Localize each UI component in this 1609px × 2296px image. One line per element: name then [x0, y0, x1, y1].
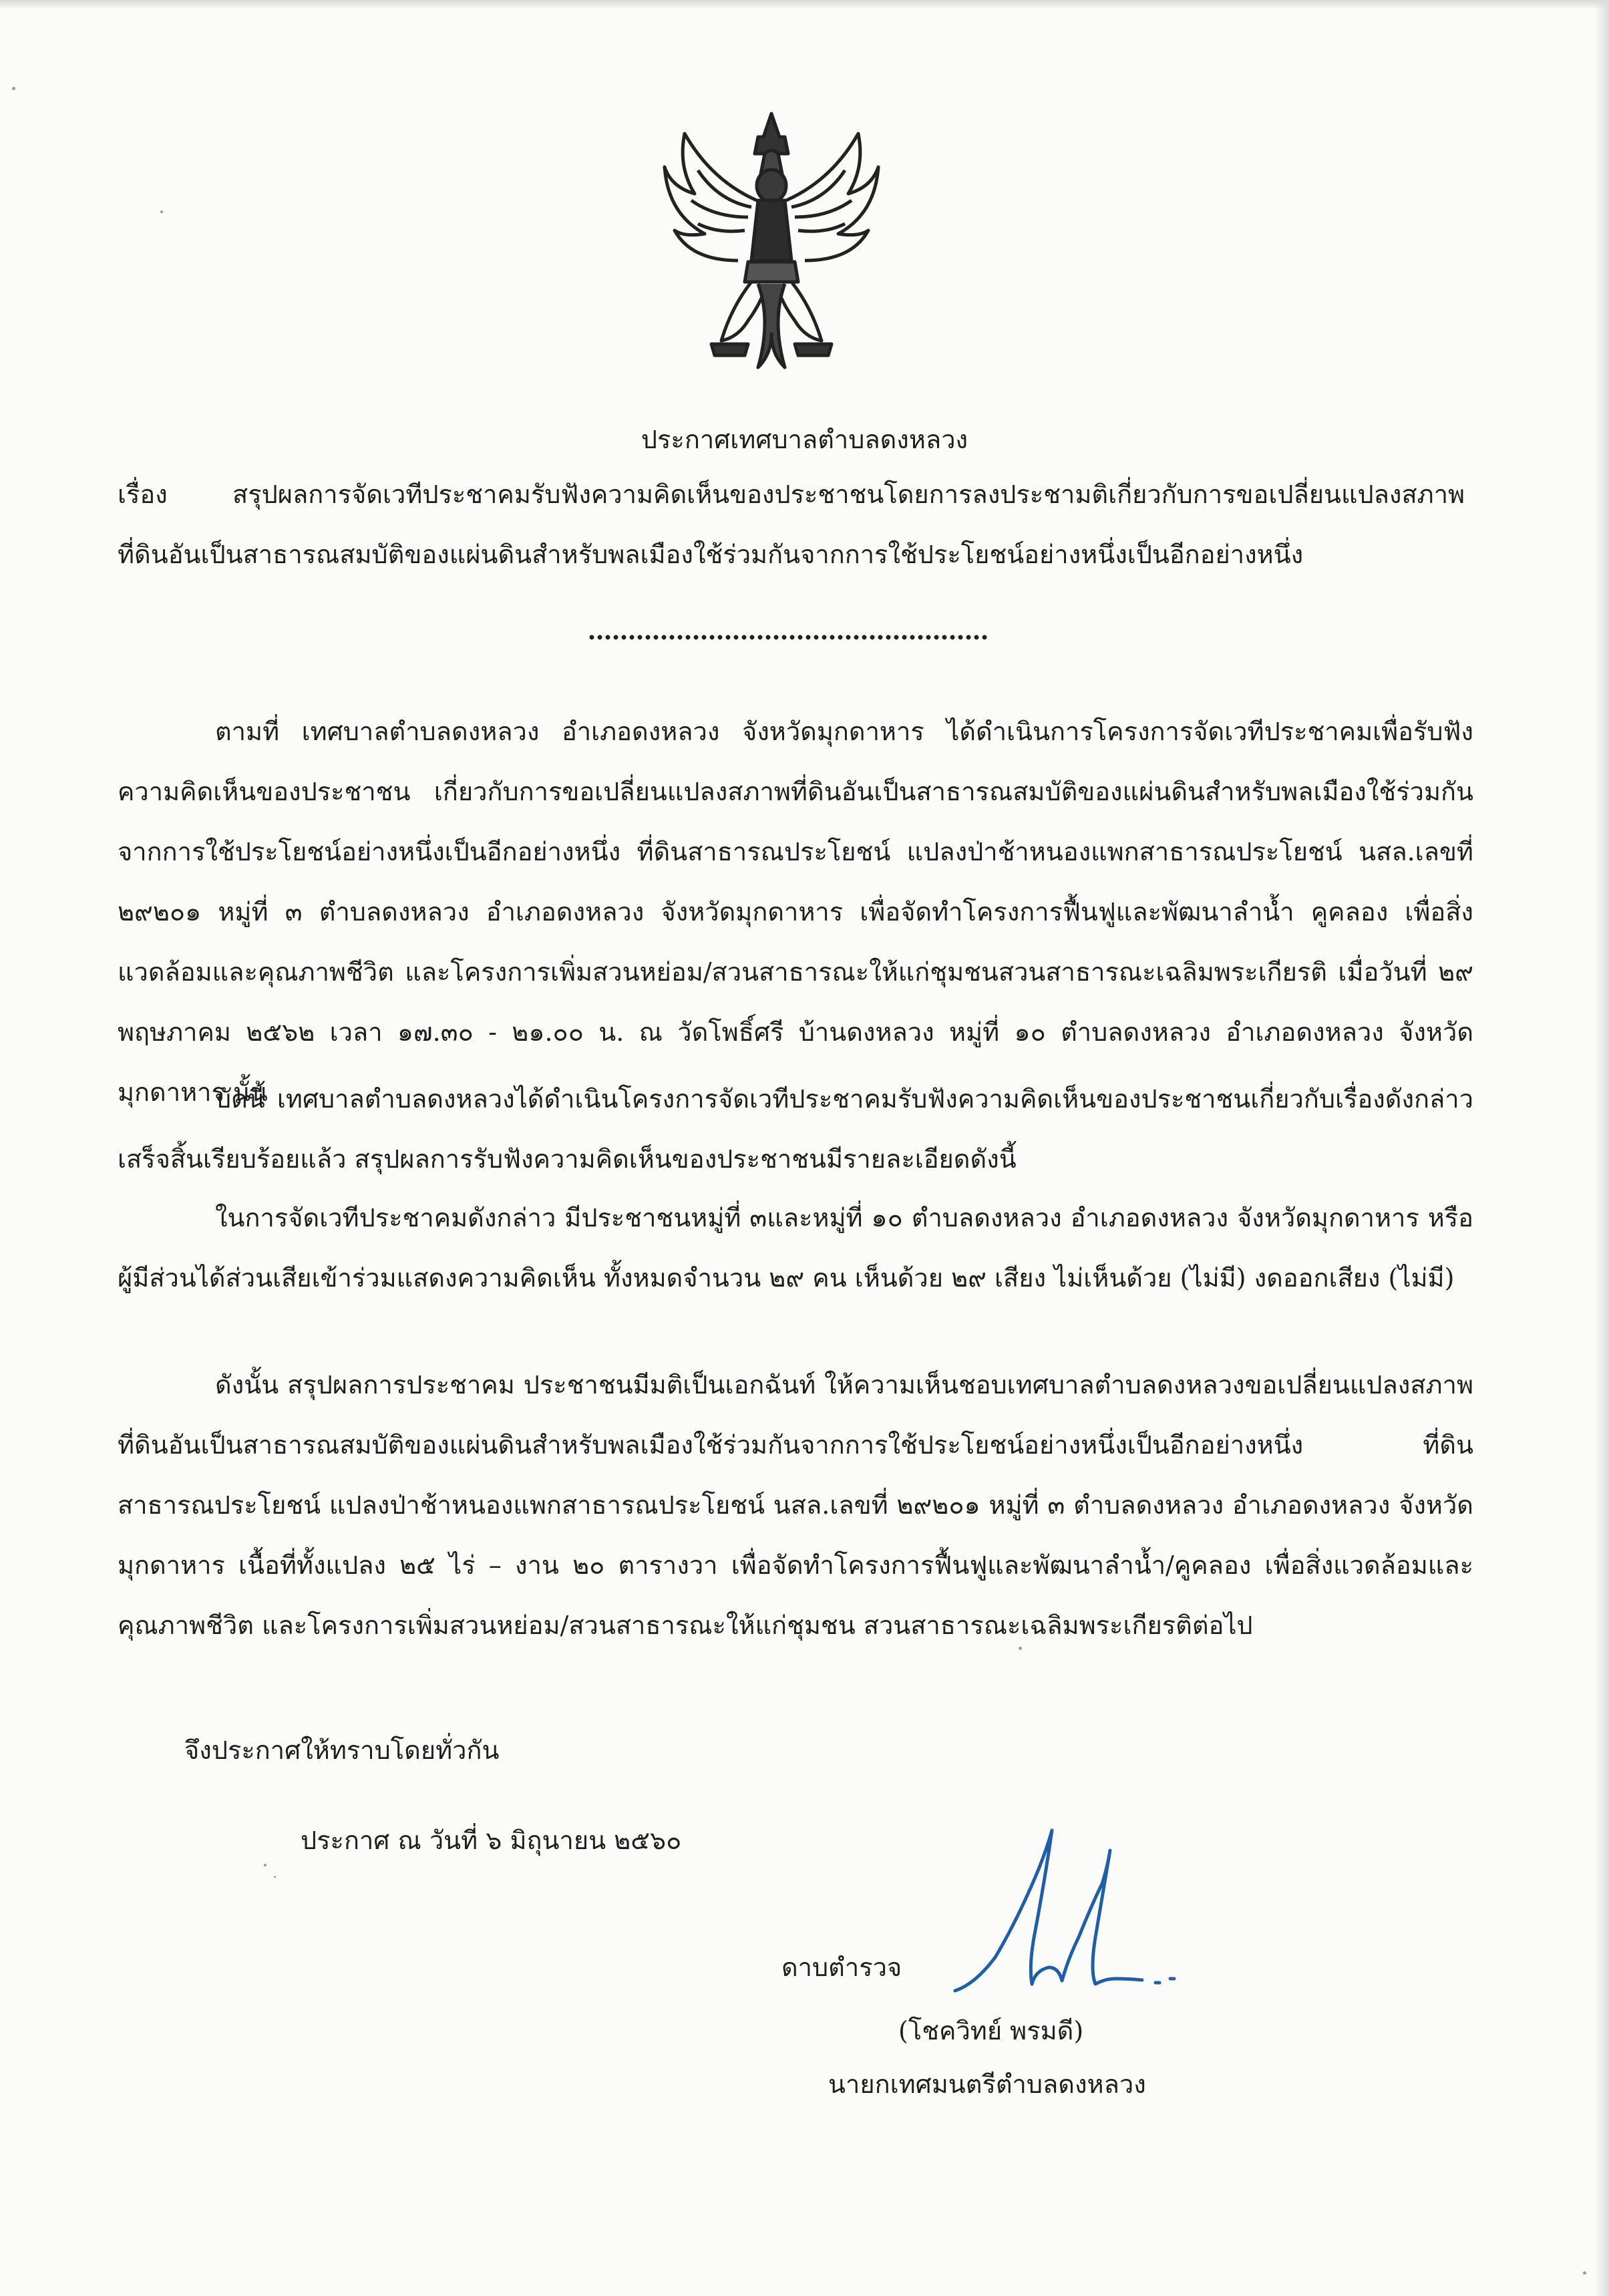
dotted-separator	[588, 635, 989, 640]
subject-text: สรุปผลการจัดเวทีประชาคมรับฟังความคิดเห็นของประชาชนโดยการลงประชามติเกี่ยวกับการขอเปลี่ยนแปลงสภาพที่ดินอันเป็นสาธารณสมบัติของแผ่นดินสำหรับพลเมืองใช้ร่วมกันจากการใช้ประโยชน์อย่างหนึ่งเป็นอีกอย่างหนึ่ง	[118, 480, 1465, 569]
scan-speck	[12, 87, 15, 90]
signatory-position: นายกเทศมนตรีตำบลดงหลวง	[828, 2070, 1146, 2099]
scan-edge-top	[0, 0, 1609, 9]
subject-block	[118, 464, 1473, 585]
announcement-date: ประกาศ ณ วันที่ ๖ มิถุนายน ๒๕๖๐	[301, 1826, 682, 1855]
closing-statement: จึงประกาศให้ทราบโดยทั่วกัน	[184, 1736, 500, 1765]
body-paragraph-1: ตามที่ เทศบาลตำบลดงหลวง อำเภอดงหลวง จังหวัดมุกดาหาร ได้ดำเนินการโครงการจัดเวทีประชาคมเพื่อรับฟังความคิดเห็นของประชาชน เกี่ยวกับการขอเปลี่ยนแปลงสภาพที่ดินอันเป็นสาธารณสมบัติของแผ่นดินสำหรับพลเมืองใช้ร่วมกันจากการใช้ประโยชน์อย่างหนึ่งเป็นอีกอย่างหนึ่ง ที่ดินสาธารณประโยชน์ แปลงป่าช้าหนองแพกสาธารณประโยชน์ นสล.เลขที่ ๒๙๒๐๑ หมู่ที่ ๓ ตำบลดงหลวง อำเภอดงหลวง จังหวัดมุกดาหาร เพื่อจัดทำโครงการฟื้นฟูและพัฒนาลำน้ำ คูคลอง เพื่อสิ่งแวดล้อมและคุณภาพชีวิต และโครงการเพิ่มสวนหย่อม/สวนสาธารณะให้แก่ชุมชนสวนสาธารณะเฉลิมพระเกียรติ เมื่อวันที่ ๒๙ พฤษภาคม ๒๕๖๒ เวลา ๑๗.๓๐ - ๒๑.๐๐ น. ณ วัดโพธิ์ศรี บ้านดงหลวง หมู่ที่ ๑๐ ตำบลดงหลวง อำเภอดงหลวง จังหวัดมุกดาหาร นั้น	[118, 717, 1473, 1107]
garuda-emblem-icon	[658, 107, 885, 374]
scan-edge-right	[1594, 0, 1609, 2296]
document-title: ประกาศเทศบาลตำบลดงหลวง	[641, 425, 968, 454]
body-paragraph-3: ในการจัดเวทีประชาคมดังกล่าว มีประชาชนหมู่ที่ ๓และหมู่ที่ ๑๐ ตำบลดงหลวง อำเภอดงหลวง จังหวัดมุกดาหาร หรือผู้มีส่วนได้ส่วนเสียเข้าร่วมแสดงความคิดเห็น ทั้งหมดจำนวน ๒๙ คน เห็นด้วย ๒๙ เสียง ไม่เห็นด้วย (ไม่มี) งดออกเสียง (ไม่มี)	[118, 1203, 1473, 1293]
handwritten-signature	[935, 1804, 1229, 2024]
scan-speck	[1583, 2271, 1586, 2275]
scan-speck	[274, 1876, 276, 1878]
scan-speck	[264, 1864, 266, 1866]
scan-speck	[1019, 1647, 1022, 1650]
scan-speck	[160, 210, 163, 213]
signatory-name: (โชควิทย์ พรมดี)	[898, 2016, 1084, 2045]
body-paragraph-4: ดังนั้น สรุปผลการประชาคม ประชาชนมีมติเป็นเอกฉันท์ ให้ความเห็นชอบเทศบาลตำบลดงหลวงขอเปลี่ยนแปลงสภาพที่ดินอันเป็นสาธารณสมบัติของแผ่นดินสำหรับพลเมืองใช้ร่วมกันจากการใช้ประโยชน์อย่างหนึ่งเป็นอีกอย่างหนึ่ง ที่ดินสาธารณประโยชน์ แปลงป่าช้าหนองแพกสาธารณประโยชน์ นสล.เลขที่ ๒๙๒๐๑ หมู่ที่ ๓ ตำบลดงหลวง อำเภอดงหลวง จังหวัดมุกดาหาร เนื้อที่ทั้งแปลง ๒๕ ไร่ – งาน ๒๐ ตารางวา เพื่อจัดทำโครงการฟื้นฟูและพัฒนาลำน้ำ/คูคลอง เพื่อสิ่งแวดล้อมและคุณภาพชีวิต และโครงการเพิ่มสวนหย่อม/สวนสาธารณะให้แก่ชุมชน สวนสาธารณะเฉลิมพระเกียรติต่อไป	[118, 1370, 1473, 1640]
subject-label: เรื่อง	[118, 480, 168, 509]
body-paragraph-2: บัดนี้ เทศบาลตำบลดงหลวงได้ดำเนินโครงการจัดเวทีประชาคมรับฟังความคิดเห็นของประชาชนเกี่ยวกับเรื่องดังกล่าวเสร็จสิ้นเรียบร้อยแล้ว สรุปผลการรับฟังความคิดเห็นของประชาชนมีรายละเอียดดังนี้	[118, 1084, 1473, 1174]
signatory-rank: ดาบตำรวจ	[781, 1953, 902, 1982]
